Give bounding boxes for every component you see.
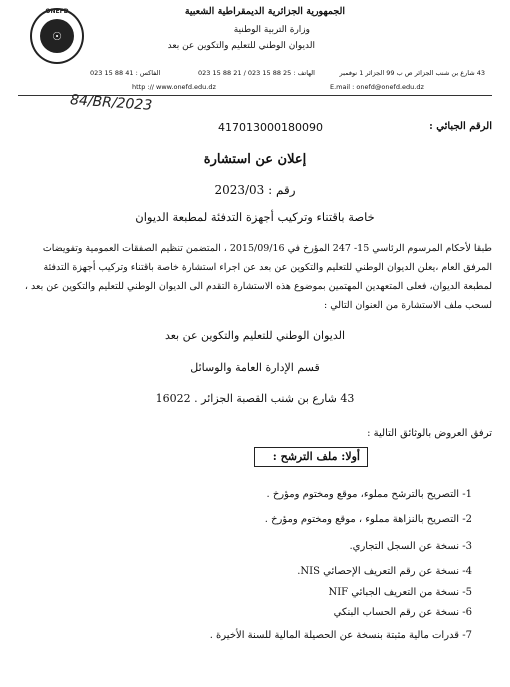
- list-item: 6- نسخة عن رقم الحساب البنكي: [333, 607, 472, 618]
- announcement-number: رقم : 2023/03: [214, 183, 296, 197]
- announcement-title: إعلان عن استشارة: [203, 152, 307, 167]
- tax-id-value: 417013000180090: [218, 121, 323, 134]
- email-line: E.mail : onefd@onefd.edu.dz: [330, 83, 424, 91]
- list-item: 3- نسخة عن السجل التجاري.: [349, 541, 472, 552]
- address-line: 43 شارع بن شنب الجزائر ص ب 99 الجزائر 1 نوفمبر: [339, 69, 485, 77]
- logo-text: ONEFD: [45, 8, 69, 15]
- body-line-4: لسحب ملف الاستشارة من العنوان التالي :: [324, 300, 492, 311]
- list-item: 1- التصريح بالترشح مملوء، موقع ومختوم ومؤرخ .: [266, 489, 472, 500]
- onefd-logo: [30, 8, 84, 64]
- section-title: أولا: ملف الترشح :: [272, 450, 360, 463]
- body-line-3: لمطبعة الديوان، فعلى المتعهدين المهتمين بموضوع هذه الاستشارة التقدم الى الديوان الوطني للتعليم والتكوين عن بعد ،: [24, 281, 492, 292]
- republic-header: الجمهورية الجزائرية الديمقراطية الشعبية: [184, 6, 345, 17]
- address-name: الديوان الوطني للتعليم والتكوين عن بعد: [164, 329, 346, 342]
- office-header: الديوان الوطني للتعليم والتكوين عن بعد: [167, 41, 315, 51]
- logo-emblem-icon: ☉: [40, 19, 74, 53]
- address-dept: قسم الإدارة العامة والوسائل: [190, 361, 320, 374]
- fax-line: الفاكس : 41 88 15 023: [90, 69, 161, 77]
- handwritten-reference: 84/BR/2023: [69, 92, 153, 114]
- list-item: 2- التصريح بالنزاهة مملوء ، موقع ومختوم ومؤرخ .: [264, 514, 472, 525]
- list-item: 4- نسخة عن رقم التعريف الإحصائي NIS.: [297, 566, 472, 577]
- body-line-2: المرفق العام ،يعلن الديوان الوطني للتعليم والتكوين عن بعد عن اجراء استشارة خاصة باقتناء وتركيب أجهزة التدفئة: [43, 262, 492, 273]
- offers-intro: ترفق العروض بالوثائق التالية :: [367, 428, 492, 439]
- tax-id-label: الرقم الجبائي :: [429, 121, 492, 132]
- announcement-subject: خاصة باقتناء وتركيب أجهزة التدفئة لمطبعة الديوان: [135, 210, 375, 224]
- body-line-1: طبقا لأحكام المرسوم الرئاسي 15- 247 المؤرخ في 2015/09/16 ، المتضمن تنظيم الصفقات العمومية وتفويضات: [42, 243, 492, 254]
- website-line: http :// www.onefd.edu.dz: [132, 83, 216, 91]
- phone-line: الهاتف : 25 88 15 023 / 21 88 15 023: [198, 69, 315, 77]
- list-item: 7- قدرات مالية مثبتة بنسخة عن الحصيلة المالية للسنة الأخيرة .: [209, 630, 472, 641]
- address-street: 43 شارع بن شنب القصبة الجزائر . 16022: [155, 392, 355, 405]
- list-item: 5- نسخة من التعريف الجبائي NIF: [328, 587, 472, 598]
- ministry-header: وزارة التربية الوطنية: [233, 25, 310, 35]
